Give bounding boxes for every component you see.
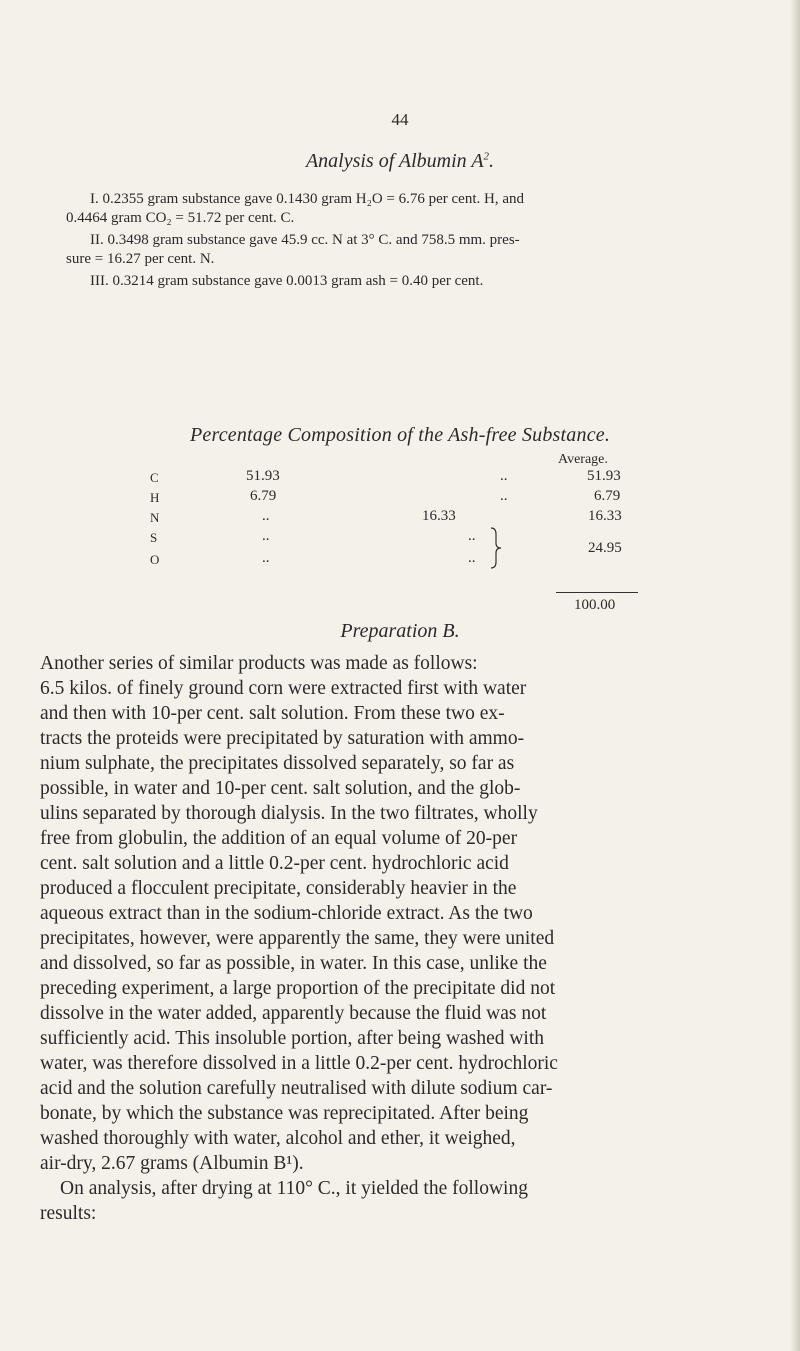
body-line-text: possible, in water and 10-per cent. salt solution, and the glob-: [40, 778, 521, 799]
body-line-text: aqueous extract than in the sodium-chloride extract. As the two: [40, 903, 533, 924]
body-line-text: preceding experiment, a large proportion of the precipitate did not: [40, 978, 556, 999]
body-line-text: results:: [40, 1203, 97, 1224]
total-rule: [556, 592, 638, 593]
body-line: [40, 726, 764, 751]
value-n-1: ..: [262, 508, 270, 524]
body-line: [40, 1101, 764, 1126]
analysis-line: 0.4464 gram CO₂ = 51.72 per cent. C.: [66, 210, 295, 226]
element-n: N: [150, 510, 160, 525]
body-line: [40, 701, 764, 726]
body-line-text: bonate, by which the substance was reprecipitated. After being: [40, 1103, 529, 1124]
total-value: 100.00: [574, 597, 616, 613]
value-s-2: ..: [468, 528, 476, 544]
composition-title: Percentage Composition of the Ash-free Substance.: [189, 424, 611, 446]
body-line-text: washed thoroughly with water, alcohol and ether, it weighed,: [40, 1128, 516, 1149]
value-c-1: 51.93: [246, 468, 280, 484]
value-h-2: ..: [500, 488, 508, 504]
body-line-text: nium sulphate, the precipitates dissolved separately, so far as: [40, 753, 515, 774]
curly-brace-icon: [489, 526, 503, 570]
analysis-title-end: .: [489, 150, 495, 172]
value-h-1: 6.79: [250, 488, 277, 504]
body-line-text: sufficiently acid. This insoluble portion, after being washed with: [40, 1028, 545, 1049]
body-line-text: tracts the proteids were precipitated by saturation with ammo-: [40, 728, 525, 749]
body-line: [40, 976, 764, 1001]
body-line: [40, 951, 764, 976]
page-edge-shadow: [790, 0, 800, 1351]
body-line-text: Another series of similar products was made as follows:: [40, 653, 478, 674]
analysis-paragraph: [66, 190, 746, 291]
value-n-2: 16.33: [422, 508, 456, 524]
analysis-title: [0, 150, 800, 173]
body-line-text: On analysis, after drying at 110° C., it yielded the following: [60, 1178, 528, 1199]
body-line: [40, 851, 764, 876]
analysis-title-text: Analysis of Albumin A: [305, 150, 484, 172]
body-line: [40, 926, 764, 951]
body-line: [40, 1026, 764, 1051]
analysis-line: sure = 16.27 per cent. N.: [66, 251, 215, 267]
element-h: H: [150, 490, 160, 505]
body-line: [40, 776, 764, 801]
value-o-1: ..: [262, 550, 270, 566]
body-line-text: free from globulin, the addition of an equal volume of 20-per: [40, 828, 518, 849]
analysis-title-sup: 2: [483, 150, 490, 163]
value-c-2: ..: [500, 468, 508, 484]
value-o-2: ..: [468, 550, 476, 566]
section-title: Preparation B.: [340, 620, 460, 642]
element-c: C: [150, 470, 159, 485]
body-line: [40, 1126, 764, 1151]
body-line-text: 6.5 kilos. of finely ground corn were extracted first with water: [40, 678, 527, 699]
body-line-text: air-dry, 2.67 grams (Albumin B¹).: [40, 1153, 304, 1174]
avg-n: 16.33: [588, 508, 622, 524]
body-line: [40, 1001, 764, 1026]
body-line: [40, 901, 764, 926]
body-line: [40, 1076, 764, 1101]
body-line: [40, 801, 764, 826]
body-line: [40, 876, 764, 901]
value-s-1: ..: [262, 528, 270, 544]
body-line: [40, 1151, 764, 1176]
body-line-text: acid and the solution carefully neutralised with dilute sodium car-: [40, 1078, 553, 1099]
body-line-text: produced a flocculent precipitate, considerably heavier in the: [40, 878, 517, 899]
average-header: Average.: [558, 452, 608, 467]
analysis-line: III. 0.3214 gram substance gave 0.0013 gram ash = 0.40 per cent.: [90, 273, 484, 289]
body-line: [40, 751, 764, 776]
body-line-text: dissolve in the water added, apparently because the fluid was not: [40, 1003, 547, 1024]
body-paragraph: [40, 651, 764, 1226]
body-line: [40, 1051, 764, 1076]
body-line: [40, 651, 764, 676]
body-line-text: ulins separated by thorough dialysis. In the two filtrates, wholly: [40, 803, 538, 824]
body-line-text: water, was therefore dissolved in a little 0.2-per cent. hydrochloric: [40, 1053, 558, 1074]
body-line-text: and dissolved, so far as possible, in water. In this case, unlike the: [40, 953, 547, 974]
analysis-line: I. 0.2355 gram substance gave 0.1430 gram H₂O = 6.76 per cent. H, and: [90, 191, 524, 207]
avg-c: 51.93: [587, 468, 621, 484]
analysis-line: II. 0.3498 gram substance gave 45.9 cc. N at 3° C. and 758.5 mm. pres-: [90, 232, 520, 248]
body-line: [40, 676, 764, 701]
body-line: [40, 826, 764, 851]
body-line: [40, 1176, 764, 1201]
body-line-text: cent. salt solution and a little 0.2-per cent. hydrochloric acid: [40, 853, 509, 874]
element-s: S: [150, 530, 158, 545]
avg-h: 6.79: [594, 488, 621, 504]
body-line-text: and then with 10-per cent. salt solution. From these two ex-: [40, 703, 505, 724]
page-number: 44: [391, 110, 409, 129]
body-line: [40, 1201, 764, 1226]
avg-o: 24.95: [588, 540, 622, 556]
body-line-text: precipitates, however, were apparently the same, they were united: [40, 928, 555, 949]
element-o: O: [150, 552, 160, 567]
